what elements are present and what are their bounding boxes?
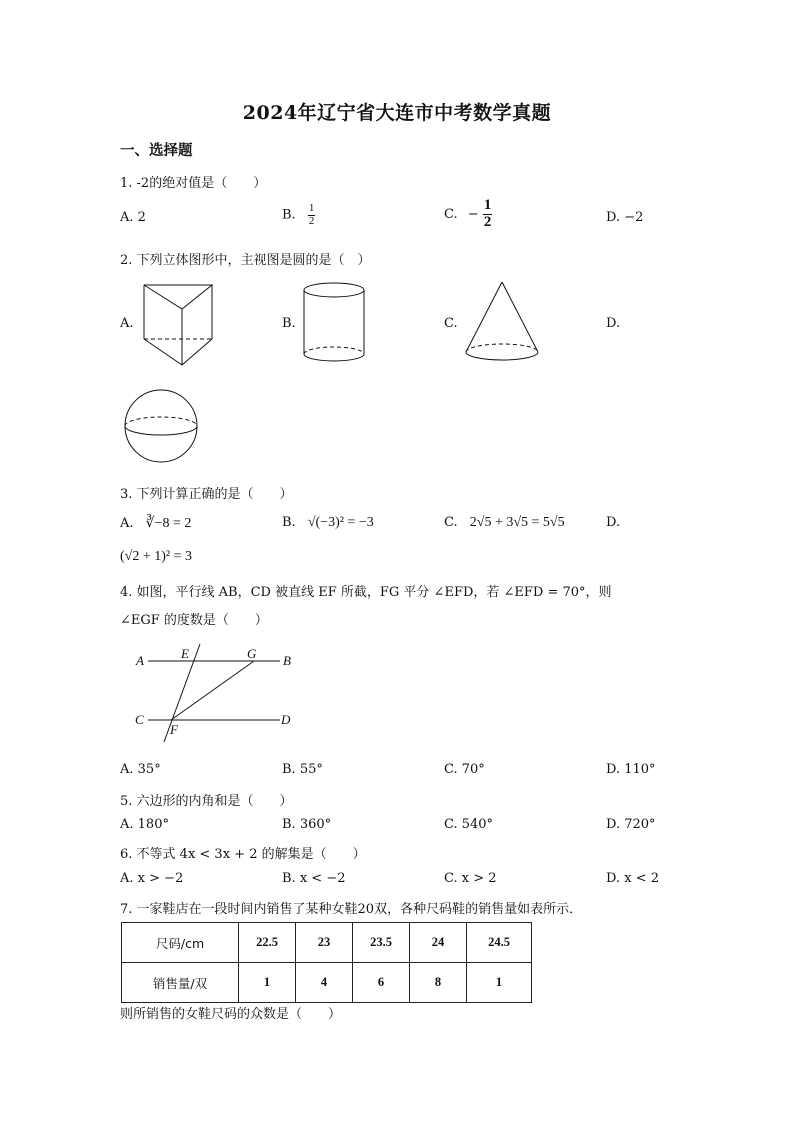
q5-option-c: C. 540° [444, 817, 494, 832]
question-5-stem: 5. 六边形的内角和是（ ） [120, 794, 293, 809]
q6-option-c: C. x > 2 [444, 871, 497, 886]
cylinder-figure [300, 280, 372, 366]
q4-option-a: A. 35° [120, 762, 161, 777]
q6-option-d: D. x < 2 [606, 871, 659, 886]
table-row [122, 923, 532, 963]
q1-option-a: A. 2 [120, 210, 146, 225]
q3-option-c-expression: 2√5 + 3√5 = 5√5 [469, 515, 565, 530]
question-7-stem: 7. 一家鞋店在一段时间内销售了某种女鞋20双，各种尺码鞋的销售量如表所示． [120, 902, 583, 917]
q3-option-b-label: B. [282, 515, 296, 530]
q1-option-c-label: C. [444, 206, 458, 222]
q3-option-d-label: D. [606, 515, 621, 530]
q2-option-b: B. [282, 316, 296, 331]
point-label-g: G [247, 646, 257, 661]
table-header-sales: 销售量/双 [122, 963, 239, 1003]
point-label-f: F [170, 722, 178, 737]
parallel-lines-figure [130, 642, 300, 746]
table-cell: 24.5 [467, 923, 532, 963]
q3-option-d-expression: (√2 + 1)² = 3 [120, 549, 192, 564]
question-2-stem: 2. 下列立体图形中，主视图是圆的是（ ） [120, 253, 371, 268]
triangular-prism-figure [140, 283, 216, 373]
q4-option-c: C. 70° [444, 762, 485, 777]
point-label-b: B [283, 653, 291, 668]
q1-option-b [282, 203, 315, 227]
question-4-stem-line2: ∠EGF 的度数是（ ） [120, 613, 268, 628]
q3-option-a-label: A. [120, 516, 134, 531]
table-cell: 1 [467, 963, 532, 1003]
table-row [122, 963, 532, 1003]
q1-option-c [444, 198, 492, 231]
q5-option-d: D. 720° [606, 817, 656, 832]
q2-option-c: C. [444, 316, 458, 331]
point-label-e: E [181, 646, 189, 661]
page-title: 2024年辽宁省大连市中考数学真题 [242, 102, 552, 124]
table-header-size: 尺码/cm [122, 923, 239, 963]
fraction-numerator: 1 [483, 197, 492, 213]
table-cell: 6 [353, 963, 410, 1003]
point-label-d: D [281, 712, 291, 727]
q2-option-d: D. [606, 316, 621, 331]
fraction-numerator: 1 [308, 202, 315, 214]
q3-option-a-expression: ∛−8 = 2 [145, 516, 192, 531]
question-4-stem-line1: 4. 如图，平行线 AB，CD 被直线 EF 所截，FG 平分 ∠EFD，若 ∠EFD = 70°，则 [120, 585, 612, 600]
q3-option-c [444, 515, 565, 531]
q4-option-b: B. 55° [282, 762, 323, 777]
table-cell: 4 [296, 963, 353, 1003]
question-6-stem: 6. 不等式 4x < 3x + 2 的解集是（ ） [120, 847, 366, 862]
q6-option-b: B. x < −2 [282, 871, 346, 886]
cone-figure [462, 280, 544, 366]
table-cell: 1 [239, 963, 296, 1003]
table-cell: 23.5 [353, 923, 410, 963]
q4-option-d: D. 110° [606, 762, 656, 777]
q5-option-b: B. 360° [282, 817, 332, 832]
table-cell: 8 [410, 963, 467, 1003]
q1-option-b-label: B. [282, 207, 296, 223]
table-cell: 22.5 [239, 923, 296, 963]
fraction-denominator: 2 [483, 213, 492, 230]
shoe-size-sales-table [121, 922, 532, 1003]
q3-option-b [282, 515, 374, 531]
sphere-figure [122, 388, 204, 468]
q1-option-c-sign: − [467, 206, 479, 222]
question-7-followup: 则所销售的女鞋尺码的众数是（ ） [120, 1007, 342, 1022]
q6-option-a: A. x > −2 [120, 871, 184, 886]
fraction-denominator: 2 [308, 214, 315, 227]
question-1-stem: 1. -2的绝对值是（ ） [120, 176, 267, 191]
q1-option-b-fraction [308, 203, 316, 227]
q2-option-a: A. [120, 316, 134, 331]
q5-option-a: A. 180° [120, 817, 169, 832]
point-label-a: A [136, 653, 144, 668]
q3-option-a [120, 515, 191, 532]
q1-option-d: D. −2 [606, 210, 644, 225]
section-heading: 一、选择题 [120, 142, 193, 159]
table-cell: 23 [296, 923, 353, 963]
q3-option-b-expression: √(−3)² = −3 [307, 515, 374, 530]
q1-option-c-fraction [483, 198, 493, 231]
q3-option-c-label: C. [444, 515, 458, 530]
table-cell: 24 [410, 923, 467, 963]
question-3-stem: 3. 下列计算正确的是（ ） [120, 487, 293, 502]
point-label-c: C [135, 712, 144, 727]
